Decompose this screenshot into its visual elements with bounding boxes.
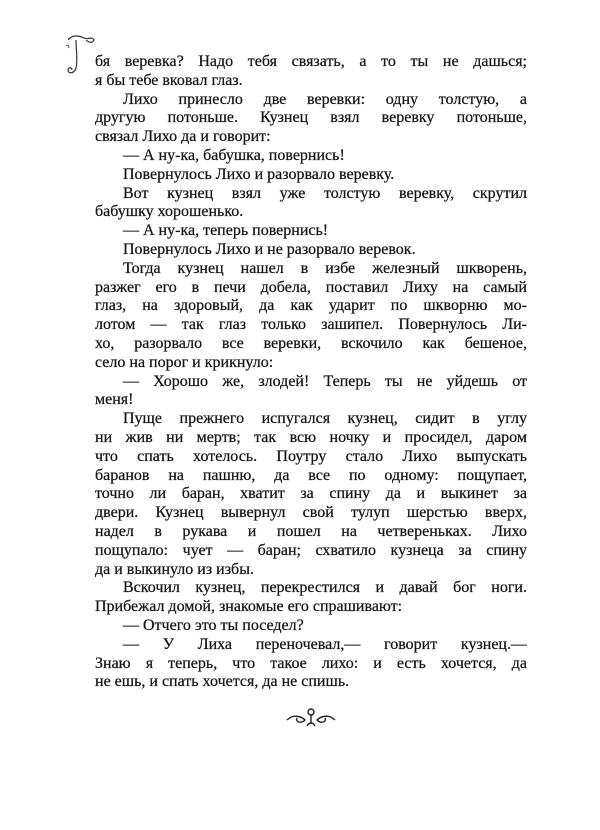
text-line: Повернулось Лихо и разорвало веревку. <box>123 165 395 183</box>
text-line: связал Лихо да и говорит: <box>95 128 271 146</box>
text-line: — Отчего это ты поседел? <box>123 616 304 634</box>
text-line: двери. Кузнец вывернул свой тулуп шерстью вверх, <box>95 504 527 522</box>
text-line: — А ну-ка, бабушка, повернись! <box>123 146 345 164</box>
text-line: баранов на пашню, да все по одному: пощупает, <box>95 466 527 484</box>
decorative-initial-ornament-icon <box>62 32 96 76</box>
text-line: меня! <box>95 391 134 409</box>
text-line: Повернулось Лихо и не разорвало веревок. <box>123 240 416 258</box>
text-line: бя веревка? Надо тебя связать, а то ты не дашься; <box>95 53 527 70</box>
text-line: Лихо принесло две веревки: одну толстую, а <box>123 90 527 108</box>
text-line: Пуще прежнего испугался кузнец, сидит в углу <box>123 410 527 428</box>
text-line: я бы тебе вковал глаз. <box>95 71 243 89</box>
text-line: да и выкинуло из избы. <box>95 560 254 578</box>
text-line: другую потоньше. Кузнец взял веревку потоньше, <box>95 109 527 127</box>
text-line: Вот кузнец взял уже толстую веревку, скрутил <box>123 184 527 202</box>
text-line: ни жив ни мертв; так всю ночку и просидел, даром <box>95 428 527 446</box>
text-line: глаз, на здоровый, да как ударит по шкворню мо- <box>95 297 527 315</box>
text-line: Вскочил кузнец, перекрестился и давай бог ноги. <box>123 579 527 597</box>
text-line: бабушку хорошенько. <box>95 203 244 221</box>
text-line: — Хорошо же, злодей! Теперь ты не уйдешь от <box>123 372 527 390</box>
text-line: — А ну-ка, теперь повернись! <box>123 222 329 240</box>
text-line: не ешь, и спать хочется, да не спишь. <box>95 673 350 691</box>
text-line: Прибежал домой, знакомые его спрашивают: <box>95 598 403 616</box>
text-line: Знаю я теперь, что такое лихо: и есть хочется, да <box>95 654 527 672</box>
decorative-tailpiece-ornament-icon <box>283 706 339 730</box>
text-line: Тогда кузнец нашел в избе железный шкворень, <box>123 259 527 277</box>
text-line: пощупало: чует — баран; схватило кузнеца за спину <box>95 541 527 559</box>
story-text <box>95 53 527 692</box>
text-line: разжег его в печи добела, поставил Лиху на самый <box>95 278 527 296</box>
text-line: — У Лиха переночевал,— говорит кузнец.— <box>123 635 527 653</box>
text-line: лотом — так глаз только зашипел. Повернулось Ли- <box>95 316 527 334</box>
text-line: хо, разорвало все веревки, вскочило как бешеное, <box>95 334 527 352</box>
text-line: надел в рукава и пошел на четвереньках. Лихо <box>95 522 527 540</box>
text-line: село на порог и крикнуло: <box>95 353 274 371</box>
text-line: что спать хотелось. Поутру стало Лихо выпускать <box>95 447 527 465</box>
text-line: точно ли баран, хватит за спину да и выкинет за <box>95 485 527 503</box>
